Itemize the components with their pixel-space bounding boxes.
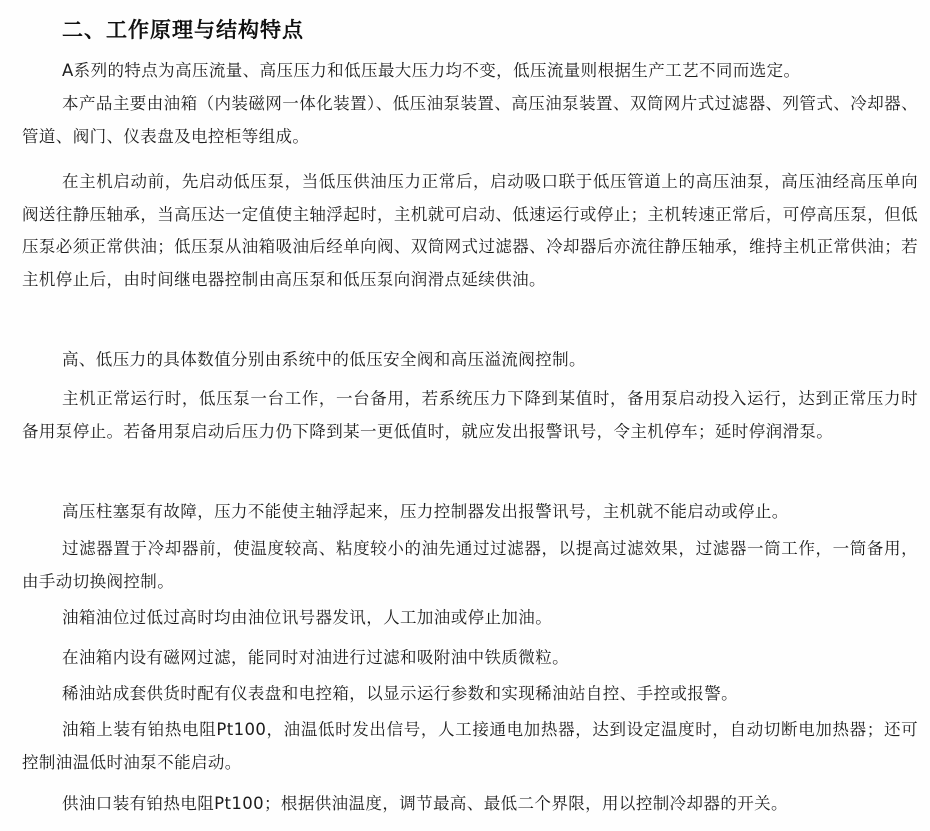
paragraph-tank-heater: 油箱上装有铂热电阻Pt100，油温低时发出信号，人工接通电加热器，达到设定温度时，自动切断电加热器；还可控制油温低时油泵不能启动。	[22, 720, 918, 772]
paragraph-standby-pump: 主机正常运行时，低压泵一台工作，一台备用，若系统压力下降到某值时，备用泵启动投入运行，达到正常压力时备用泵停止。若备用泵启动后压力仍下降到某一更低值时，就应发出报警讯号，令主机停车；延时停润滑泵。	[22, 389, 918, 441]
paragraph-magnetic-filter: 在油箱内设有磁网过滤，能同时对油进行过滤和吸附油中铁质微粒。	[62, 648, 569, 667]
paragraph-instrument-panel: 稀油站成套供货时配有仪表盘和电控箱，以显示运行参数和实现稀油站自控、手控或报警。	[62, 684, 738, 703]
paragraph-composition: 本产品主要由油箱（内装磁网一体化装置）、低压油泵装置、高压油泵装置、双筒网片式过滤器、列管式、冷却器、管道、阀门、仪表盘及电控柜等组成。	[22, 94, 918, 146]
paragraph-filter: 过滤器置于冷却器前，使温度较高、粘度较小的油先通过过滤器，以提高过滤效果，过滤器一筒工作，一筒备用，由手动切换阀控制。	[22, 539, 918, 591]
paragraph-plunger-pump-fault: 高压柱塞泵有故障，压力不能使主轴浮起来，压力控制器发出报警讯号，主机就不能启动或停止。	[62, 502, 789, 521]
paragraph-startup-sequence: 在主机启动前，先启动低压泵，当低压供油压力正常后，启动吸口联于低压管道上的高压油泵，高压油经高压单向阀送往静压轴承，当高压达一定值使主轴浮起时，主机就可启动、低速运行或停止；主机转速正常后，可停高压泵，但低压泵必须正常供油；低压泵从油箱吸油后经单向阀、双筒网式过滤器、冷却器后亦流往静压轴承，维持主机正常供油；若主机停止后，由时间继电器控制由高压泵和低压泵向润滑点延续供油。	[22, 172, 918, 289]
paragraph-pressure-control: 高、低压力的具体数值分别由系统中的低压安全阀和高压溢流阀控制。	[62, 350, 586, 369]
section-heading: 二、工作原理与结构特点	[62, 18, 304, 42]
paragraph-oil-level: 油箱油位过低过高时均由油位讯号器发讯，人工加油或停止加油。	[62, 608, 553, 627]
paragraph-supply-outlet: 供油口装有铂热电阻Pt100；根据供油温度，调节最高、最低二个界限，用以控制冷却器的开关。	[62, 794, 788, 813]
paragraph-a-series: A系列的特点为高压流量、高压压力和低压最大压力均不变，低压流量则根据生产工艺不同而选定。	[62, 61, 801, 80]
